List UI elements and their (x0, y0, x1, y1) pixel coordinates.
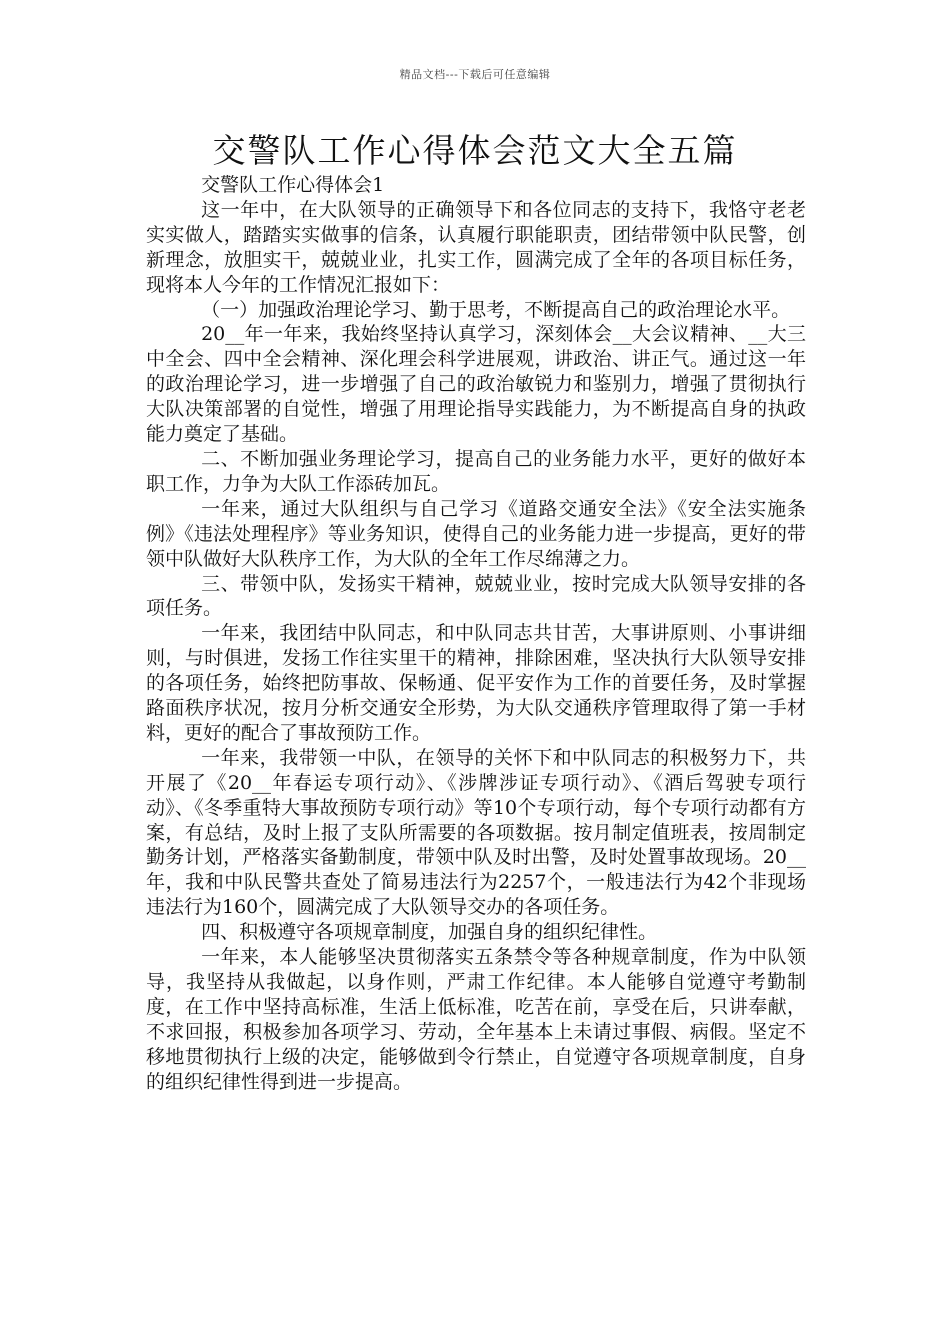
paragraph: 这一年中，在大队领导的正确领导下和各位同志的支持下，我恪守老老实实做人，踏踏实实做事的信条，认真履行职能职责，团结带领中队民警，创新理念，放胆实干，兢兢业业，扎实工作，圆满完成了全年的各项目标任务，现将本人今年的工作情况汇报如下： (146, 198, 806, 296)
paragraph: 一年来，通过大队组织与自己学习《道路交通安全法》《安全法实施条例》《违法处理程序》等业务知识，使得自己的业务能力进一步提高，更好的带领中队做好大队秩序工作，为大队的全年工作尽绵薄之力。 (146, 497, 806, 570)
paragraph: 二、不断加强业务理论学习，提高自己的业务能力水平，更好的做好本职工作，力争为大队工作添砖加瓦。 (146, 447, 806, 495)
paragraph: 三、带领中队，发扬实干精神，兢兢业业，按时完成大队领导安排的各项任务。 (146, 572, 806, 620)
document-body (146, 173, 806, 1095)
paragraph: 一年来，我团结中队同志，和中队同志共甘苦，大事讲原则、小事讲细则，与时俱进，发扬工作往实里干的精神，排除困难，坚决执行大队领导安排的各项任务，始终把防事故、保畅通、促平安作为工作的首要任务，及时掌握路面秩序状况，按月分析交通安全形势，为大队交通秩序管理取得了第一手材料，更好的配合了事故预防工作。 (146, 622, 806, 744)
section-heading: 交警队工作心得体会1 (201, 174, 385, 196)
paragraph: （一）加强政治理论学习、勤于思考，不断提高自己的政治理论水平。 (201, 298, 791, 321)
paragraph: 20__年一年来，我始终坚持认真学习，深刻体会__大会议精神、__大三中全会、四中全会精神、深化理会科学进展观，讲政治、讲正气。通过这一年的政治理论学习，进一步增强了自己的政治敏锐力和鉴别力，增强了贯彻执行大队决策部署的自觉性，增强了用理论指导实践能力，为不断提高自身的执政能力奠定了基础。 (146, 323, 806, 446)
paragraph: 一年来，本人能够坚决贯彻落实五条禁令等各种规章制度，作为中队领导，我坚持从我做起，以身作则，严肃工作纪律。本人能够自觉遵守考勤制度，在工作中坚持高标准，生活上低标准，吃苦在前，享受在后，只讲奉献，不求回报，积极参加各项学习、劳动，全年基本上未请过事假、病假。坚定不移地贯彻执行上级的决定，能够做到令行禁止，自觉遵守各项规章制度，自身的组织纪律性得到进一步提高。 (146, 946, 806, 1093)
document-title: 交警队工作心得体会范文大全五篇 (212, 131, 738, 170)
paragraph: 一年来，我带领一中队，在领导的关怀下和中队同志的积极努力下，共开展了《20__年春运专项行动》、《涉牌涉证专项行动》、《酒后驾驶专项行动》、《冬季重特大事故预防专项行动》等10个专项行动，每个专项行动都有方案，有总结，及时上报了支队所需要的各项数据。按月制定值班表，按周制定勤务计划，严格落实备勤制度，带领中队及时出警，及时处置事故现场。20__年，我和中队民警共查处了简易违法行为2257个，一般违法行为42个非现场违法行为160个，圆满完成了大队领导交办的各项任务。 (146, 746, 806, 919)
paragraph: 四、积极遵守各项规章制度，加强自身的组织纪律性。 (201, 921, 658, 944)
header-note: 精品文档---下载后可任意编辑 (399, 68, 551, 81)
